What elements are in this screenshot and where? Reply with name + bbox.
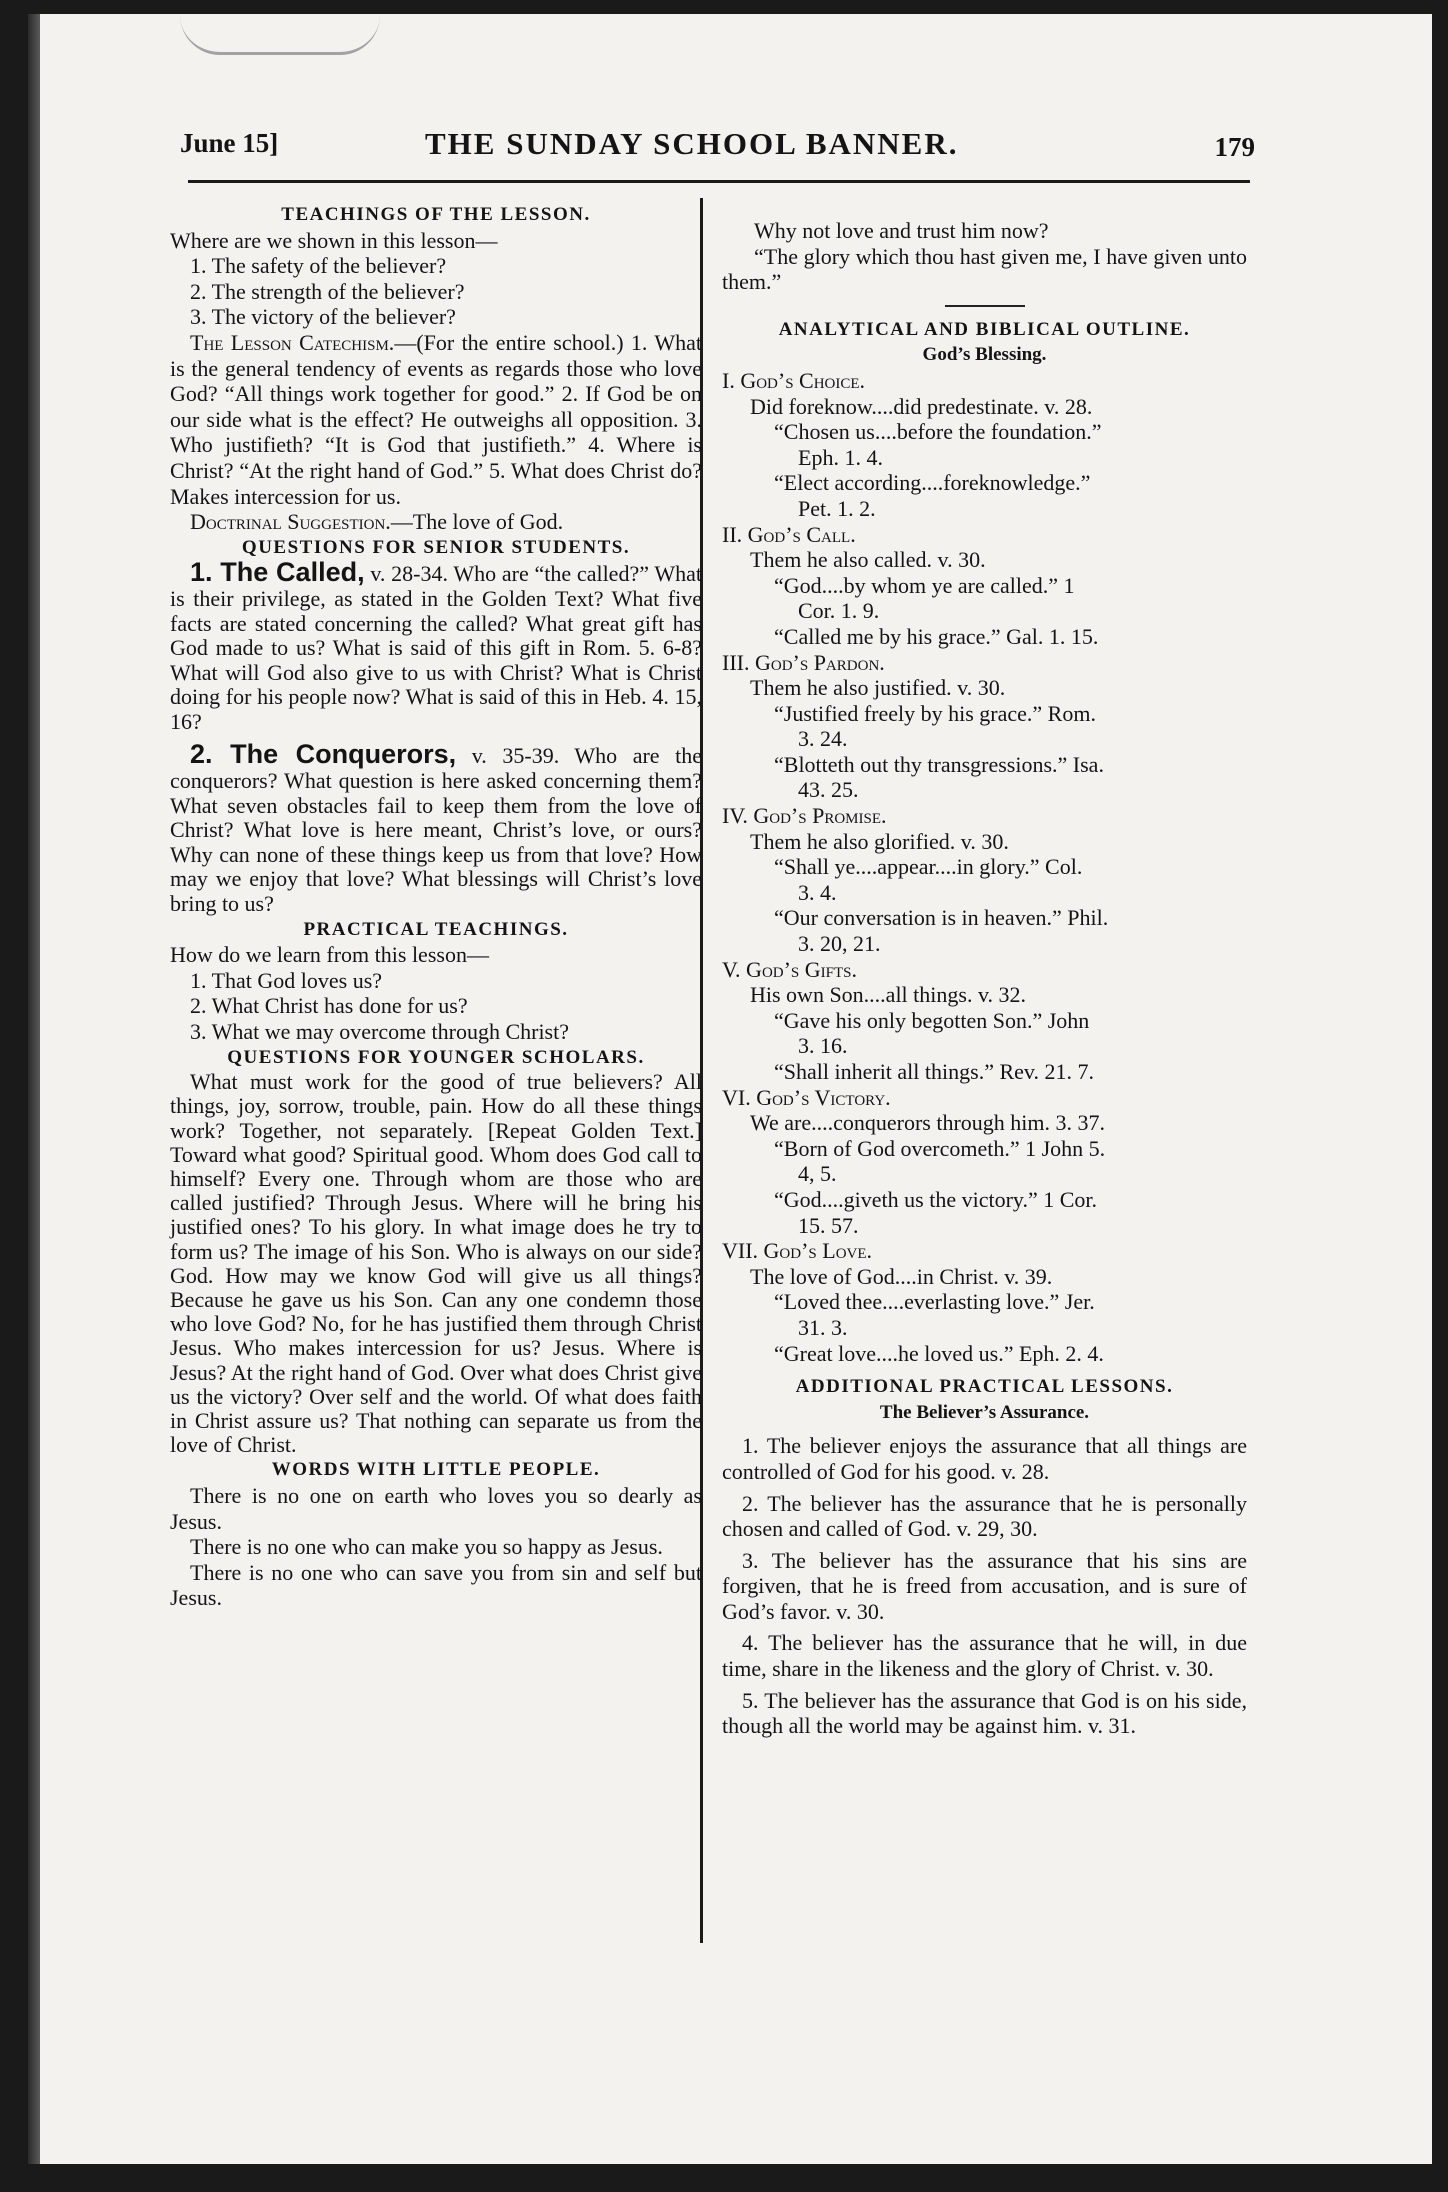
outline-line: 4, 5. bbox=[798, 1161, 837, 1187]
outline-line: Them he also called. v. 30. bbox=[750, 547, 986, 573]
paragraph-text: —The love of God. bbox=[390, 509, 564, 535]
section-heading: WORDS WITH LITTLE PEOPLE. bbox=[271, 1459, 601, 1481]
paragraph-text: v. 35-39. Who are the conquerors? What question is here asked concerning them? What seven obstacles fail to keep them from the love of Christ? What love is here meant, Christ’s love, or ours? Why can none of these things keep us from that love? How may we enjoy that love? What blessings will Christ’s love bring to us? bbox=[170, 743, 702, 917]
paragraph: “The glory which thou hast given me, I have given unto them.” bbox=[722, 243, 1247, 295]
outline-line: “Born of God overcometh.” 1 John 5. bbox=[774, 1135, 1106, 1161]
senior-question-1 bbox=[170, 557, 702, 734]
outline-line: “Justified freely by his grace.” Rom. bbox=[774, 700, 1096, 726]
outline bbox=[722, 368, 1247, 1366]
outline-section-title: I. God’s Choice. bbox=[722, 367, 866, 393]
section-heading: PRACTICAL TEACHINGS. bbox=[303, 918, 569, 940]
separator bbox=[945, 305, 1025, 307]
outline-line: The love of God....in Christ. v. 39. bbox=[750, 1263, 1053, 1289]
right-column bbox=[722, 218, 1247, 1745]
section-subheading: The Believer’s Assurance. bbox=[879, 1401, 1090, 1423]
outline-section-title: III. God’s Pardon. bbox=[722, 649, 885, 675]
outline-line: “Blotteth out thy transgressions.” Isa. bbox=[774, 751, 1104, 777]
catechism-paragraph bbox=[170, 330, 702, 509]
outline-line: Them he also glorified. v. 30. bbox=[750, 828, 1009, 854]
outline-line: “Called me by his grace.” Gal. 1. 15. bbox=[774, 623, 1099, 649]
outline-line: “Chosen us....before the foundation.” bbox=[774, 419, 1102, 445]
outline-line: Them he also justified. v. 30. bbox=[750, 675, 1006, 701]
doctrinal-paragraph bbox=[170, 509, 702, 535]
outline-line: “Gave his only begotten Son.” John bbox=[774, 1007, 1090, 1033]
list-item: 2. What Christ has done for us? bbox=[190, 993, 468, 1019]
outline-line: His own Son....all things. v. 32. bbox=[750, 982, 1027, 1008]
senior-question-2 bbox=[170, 739, 702, 917]
header-rule bbox=[188, 180, 1250, 183]
assurance-item: 4. The believer has the assurance that he will, in due time, share in the likeness and the glory of Christ. v. 30. bbox=[722, 1630, 1247, 1682]
outline-section-title: II. God’s Call. bbox=[722, 521, 856, 547]
section-heading: QUESTIONS FOR YOUNGER SCHOLARS. bbox=[227, 1046, 645, 1068]
outline-line: Pet. 1. 2. bbox=[798, 495, 876, 521]
paragraph-text: —(For the entire school.) 1. What is the general tendency of events as regards those who love God? “All things work together for good.” 2. If God be on our side what is the effect? He outweighs all opposition. 3. Who justifieth? “It is God that justifieth.” 4. Where is Christ? “At the right hand of God.” 5. What does Christ do? Makes intercession for us. bbox=[170, 329, 702, 509]
assurance-item: 3. The believer has the assurance that his sins are forgiven, that he is freed from accusation, and is sure of God’s favor. v. 30. bbox=[722, 1547, 1247, 1624]
outline-line: Cor. 1. 9. bbox=[798, 598, 880, 624]
assurance-item: 2. The believer has the assurance that he is personally chosen and called of God. v. 29, 30. bbox=[722, 1490, 1247, 1542]
outline-line: 3. 24. bbox=[798, 726, 848, 752]
header-title: THE SUNDAY SCHOOL BANNER. bbox=[425, 126, 959, 161]
list-item: 1. The safety of the believer? bbox=[190, 253, 447, 279]
header-date: June 15] bbox=[180, 128, 279, 158]
outline-section-title: IV. God’s Promise. bbox=[722, 803, 887, 829]
outline-line: “God....giveth us the victory.” 1 Cor. bbox=[774, 1186, 1098, 1212]
outline-line: “Loved thee....everlasting love.” Jer. bbox=[774, 1289, 1095, 1315]
outline-line: 43. 25. bbox=[798, 777, 859, 803]
section-heading: QUESTIONS FOR SENIOR STUDENTS. bbox=[241, 536, 631, 558]
outline-line: “Shall ye....appear....in glory.” Col. bbox=[774, 854, 1083, 880]
outline-line: “Elect according....foreknowledge.” bbox=[774, 470, 1091, 496]
section-heading: ANALYTICAL AND BIBLICAL OUTLINE. bbox=[778, 318, 1191, 340]
paragraph: There is no one who can save you from sin and self but Jesus. bbox=[170, 1559, 702, 1611]
list-item: 3. The victory of the believer? bbox=[190, 304, 456, 330]
run-in-label: The Lesson Catechism. bbox=[190, 329, 395, 355]
outline-line: Did foreknow....did predestinate. v. 28. bbox=[750, 393, 1093, 419]
assurance-item: 1. The believer enjoys the assurance that all things are controlled of God for his good. v. 28. bbox=[722, 1433, 1247, 1484]
list-item: 2. The strength of the believer? bbox=[190, 278, 465, 304]
question-title: 2. The Conquerors, bbox=[190, 739, 457, 770]
paragraph: How do we learn from this lesson— bbox=[170, 942, 489, 968]
torn-edge bbox=[180, 10, 380, 55]
additional-lessons bbox=[722, 1433, 1247, 1739]
outline-section-title: VII. God’s Love. bbox=[722, 1238, 873, 1264]
paragraph-text: v. 28-34. Who are “the called?” What is their privilege, as stated in the Golden Text? What five facts are stated concerning the called? What great gift has God made to us? What is said of this gift in Rom. 5. 6-8? What will God also give to us with Christ? What is Christ doing for his people now? What is said of this in Heb. 4. 15, 16? bbox=[170, 561, 702, 734]
outline-section-title: VI. God’s Victory. bbox=[722, 1084, 891, 1110]
section-subheading: God’s Blessing. bbox=[922, 344, 1047, 366]
outline-section-title: V. God’s Gifts. bbox=[722, 956, 858, 982]
outline-line: 15. 57. bbox=[798, 1212, 859, 1238]
question-title: 1. The Called, bbox=[190, 557, 365, 588]
outline-line: “Our conversation is in heaven.” Phil. bbox=[774, 905, 1109, 931]
list-item: 3. What we may overcome through Christ? bbox=[190, 1019, 569, 1044]
outline-line: 3. 16. bbox=[798, 1033, 848, 1059]
outline-line: “God....by whom ye are called.” 1 bbox=[774, 572, 1075, 598]
paragraph: Why not love and trust him now? bbox=[754, 218, 1049, 243]
paragraph: There is no one who can make you so happy as Jesus. bbox=[190, 1534, 663, 1560]
outline-line: 3. 20, 21. bbox=[798, 931, 881, 957]
section-heading: TEACHINGS OF THE LESSON. bbox=[281, 204, 591, 225]
assurance-item: 5. The believer has the assurance that God is on his side, though all the world may be against him. v. 31. bbox=[722, 1687, 1247, 1739]
outline-line: We are....conquerors through him. 3. 37. bbox=[750, 1110, 1106, 1136]
paragraph: Where are we shown in this lesson— bbox=[170, 227, 498, 253]
outline-line: 3. 4. bbox=[798, 879, 837, 905]
run-in-label: Doctrinal Suggestion. bbox=[190, 509, 391, 535]
paragraph: There is no one on earth who loves you so dearly as Jesus. bbox=[170, 1483, 702, 1534]
younger-paragraph: What must work for the good of true believers? All things, joy, sorrow, trouble, pain. How do all these things work? Together, not separately. [Repeat Golden Text.] Toward what good? Spiritual good. Whom does God call to himself? Every one. Through whom are those who are called justified? Through Jesus. Where will he bring his justified ones? To his glory. In what image does he try to form us? The image of his Son. Who is always on our side? God. How may we know God will give us all things? Because he gave us his Son. Can any one condemn those who love God? No, for he has justified them through Christ Jesus. Who makes intercession for us? Jesus. Where is Jesus? At the right hand of God. Over what does Christ give us the victory? Over self and the world. Of what does faith in Christ assure us? That nothing can separate us from the love of Christ. bbox=[170, 1069, 702, 1458]
outline-line: Eph. 1. 4. bbox=[798, 444, 883, 470]
outline-line: “Great love....he loved us.” Eph. 2. 4. bbox=[774, 1340, 1104, 1366]
page-number: 179 bbox=[1214, 132, 1255, 162]
running-header bbox=[180, 122, 1255, 182]
left-column bbox=[170, 202, 702, 1611]
outline-line: 31. 3. bbox=[798, 1314, 848, 1340]
section-heading: ADDITIONAL PRACTICAL LESSONS. bbox=[795, 1376, 1174, 1398]
outline-line: “Shall inherit all things.” Rev. 21. 7. bbox=[774, 1059, 1094, 1084]
list-item: 1. That God loves us? bbox=[190, 967, 383, 993]
